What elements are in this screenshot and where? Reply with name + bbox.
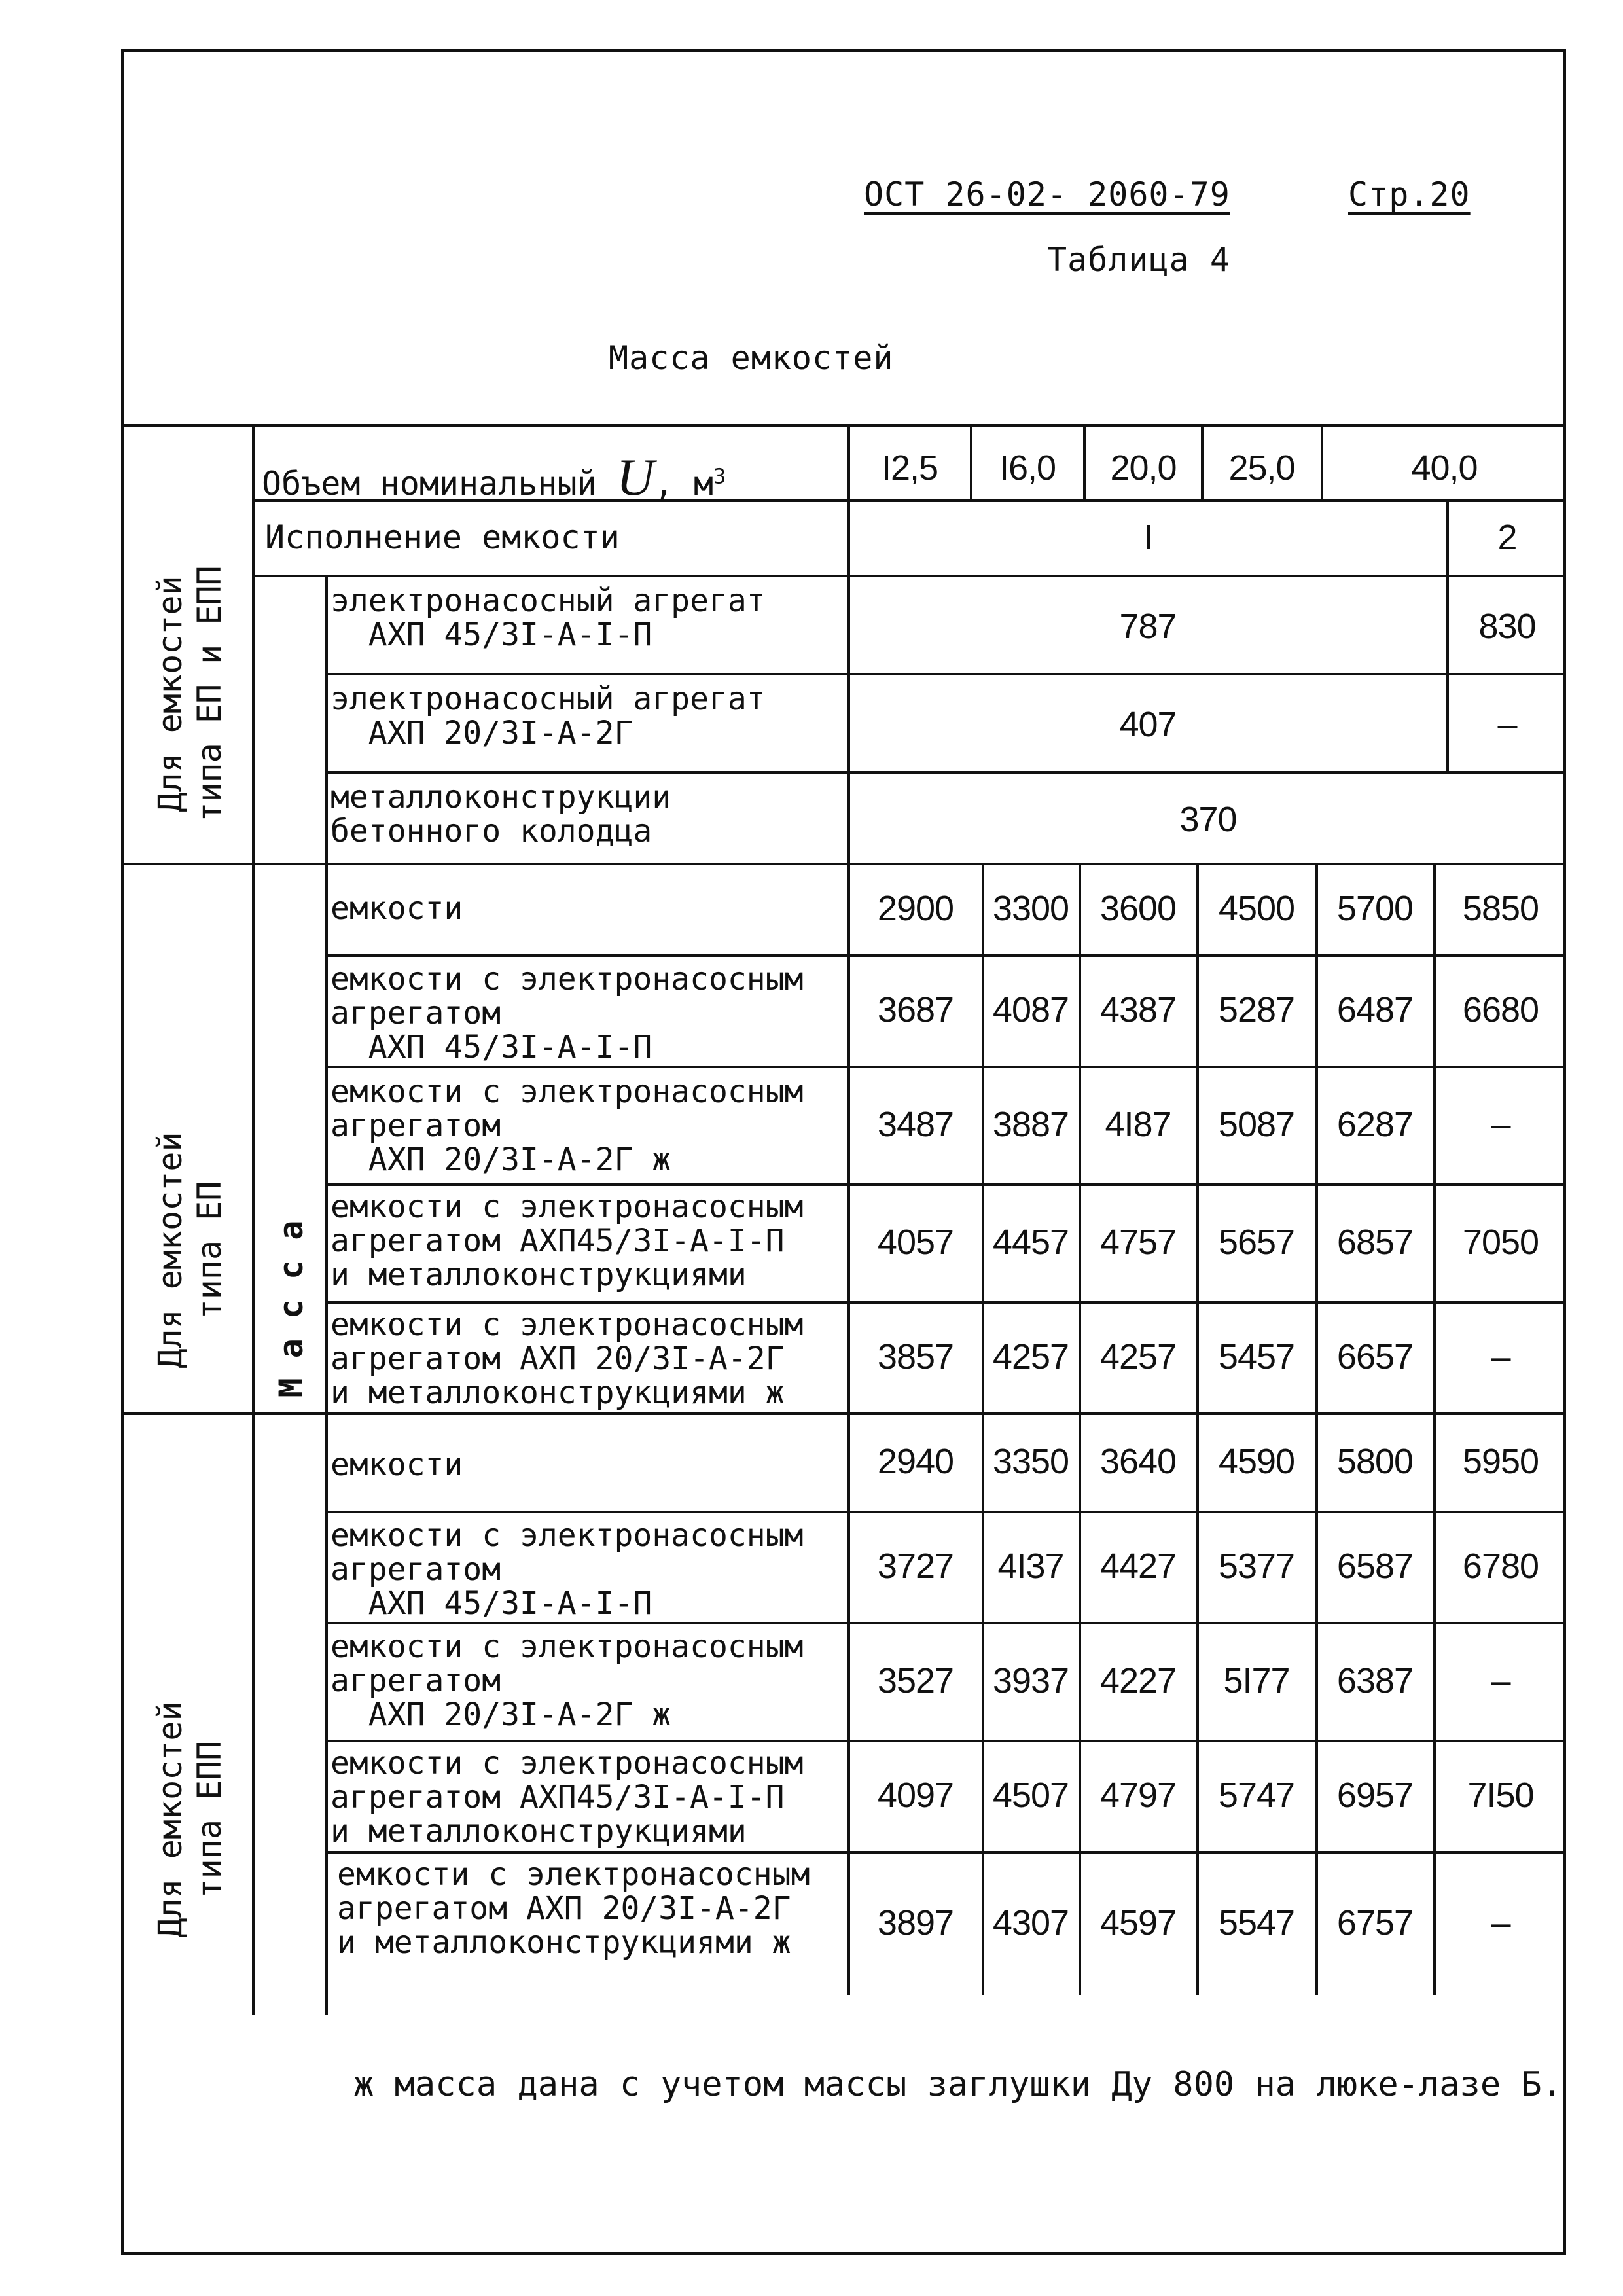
- mass-value-cell: 3887: [992, 1105, 1069, 1144]
- mass-value-cell: –: [1491, 1337, 1510, 1376]
- side-label-epp: Для емкостей типа ЕПП: [151, 1701, 228, 1938]
- row-line-epp-1: [325, 1511, 1566, 1513]
- mass-value-cell: 4I87: [1105, 1105, 1171, 1144]
- volume-unit-sup: 3: [713, 463, 726, 489]
- mass-value-cell: 4257: [992, 1337, 1069, 1376]
- mass-value-cell: 4I37: [997, 1547, 1064, 1586]
- mass-value-cell: 5377: [1218, 1547, 1295, 1586]
- row-line-ep-1: [325, 954, 1566, 957]
- mass-value-cell: 4590: [1218, 1442, 1295, 1481]
- mass-value-cell: 5657: [1218, 1223, 1295, 1262]
- mass-value-cell: 2940: [877, 1442, 954, 1481]
- mass-value-cell: 6857: [1336, 1223, 1414, 1262]
- mass-value-cell: 3300: [992, 889, 1069, 928]
- mass-value-cell: 5087: [1218, 1105, 1295, 1144]
- mass-value-cell: 3640: [1099, 1442, 1177, 1481]
- mass-value-cell: 3350: [992, 1442, 1069, 1481]
- equipment-value: 787: [1119, 607, 1177, 646]
- mass-value-cell: 4427: [1099, 1547, 1177, 1586]
- page-title: Масса емкостей: [609, 339, 894, 377]
- mass-value-cell: 5I77: [1223, 1661, 1290, 1700]
- mass-value-cell: 6757: [1336, 1903, 1414, 1943]
- volume-value: I2,5: [881, 448, 938, 488]
- mass-value-cell: 4507: [992, 1776, 1069, 1815]
- row-line-2: [252, 575, 1566, 577]
- mass-value-cell: –: [1491, 1105, 1510, 1144]
- row-line-ep-4: [325, 1301, 1566, 1304]
- mass-value-cell: 4500: [1218, 889, 1295, 928]
- row-label: емкости с электронасосным агрегатом АХП 45/3I-A-I-П: [330, 961, 804, 1066]
- mass-value-cell: 5547: [1218, 1903, 1295, 1943]
- page-number: Стр.20: [1348, 175, 1471, 213]
- row-label: емкости с электронасосным агрегатом АХП 20/3I-A-2Г и металлоконструкциями ж: [337, 1856, 810, 1961]
- equipment-value: –: [1497, 705, 1517, 744]
- volume-label: [262, 449, 726, 507]
- volume-value: I6,0: [999, 448, 1056, 488]
- equipment-label: металлоконструкции бетонного колодца: [330, 779, 671, 850]
- mass-value-cell: 4227: [1099, 1661, 1177, 1700]
- mass-value-cell: 3487: [877, 1105, 954, 1144]
- volume-value: 40,0: [1411, 448, 1478, 488]
- group-line-2: [121, 1412, 1566, 1415]
- mass-value-cell: 4597: [1099, 1903, 1177, 1943]
- mass-value-cell: 4457: [992, 1223, 1069, 1262]
- mass-value-cell: 7I50: [1467, 1776, 1534, 1815]
- volume-symbol: U: [616, 449, 654, 507]
- mass-value-cell: 6587: [1336, 1547, 1414, 1586]
- mass-value-cell: 4097: [877, 1776, 954, 1815]
- mass-value-cell: 6287: [1336, 1105, 1414, 1144]
- values-col-border: [847, 424, 850, 1995]
- grid-col-2: [1079, 863, 1081, 1995]
- volume-label-text: Объем номинальный: [262, 465, 597, 503]
- volume-value: 20,0: [1110, 448, 1177, 488]
- mass-value-cell: 4087: [992, 990, 1069, 1030]
- row-line-4: [325, 771, 1566, 774]
- execution-value: 2: [1497, 518, 1517, 557]
- row-label: емкости с электронасосным агрегатом АХП 20/3I-A-2Г ж: [330, 1628, 804, 1733]
- mass-value-cell: 3687: [877, 990, 954, 1030]
- mass-value-cell: 6387: [1336, 1661, 1414, 1700]
- side-label-ep: Для емкостей типа ЕП: [151, 1132, 228, 1369]
- mass-value-cell: 6680: [1462, 990, 1539, 1030]
- mass-value-cell: 6487: [1336, 990, 1414, 1030]
- mass-label: М а с с а: [272, 1220, 310, 1398]
- mass-value-cell: 5800: [1336, 1442, 1414, 1481]
- row-line-ep-3: [325, 1183, 1566, 1186]
- mass-value-cell: 6957: [1336, 1776, 1414, 1815]
- mass-value-cell: 6657: [1336, 1337, 1414, 1376]
- row-label: емкости с электронасосным агрегатом АХП 20/3I-A-2Г и металлоконструкциями ж: [330, 1306, 804, 1411]
- side-label-ep-epp: Для емкостей типа ЕП и ЕПП: [151, 565, 228, 822]
- execution-value: I: [1143, 518, 1152, 557]
- mass-value-cell: 5950: [1462, 1442, 1539, 1481]
- document-number: ОСТ 26-02- 2060-79: [864, 175, 1230, 213]
- mass-value-cell: 2900: [877, 889, 954, 928]
- row-line-epp-4: [325, 1851, 1566, 1854]
- vol-sep-2: [1083, 424, 1086, 499]
- row-line-3: [325, 673, 1566, 675]
- equipment-label: электронасосный агрегат АХП 45/3I-A-I-П: [330, 583, 766, 653]
- mass-value-cell: 3897: [877, 1903, 954, 1943]
- table-label: Таблица 4: [1047, 241, 1230, 279]
- group-line-1: [121, 863, 1566, 865]
- row-line-epp-3: [325, 1740, 1566, 1742]
- row-line-ep-2: [325, 1066, 1566, 1068]
- equipment-value: 407: [1119, 705, 1177, 744]
- equipment-value: 370: [1179, 800, 1237, 839]
- side-col-border: [252, 424, 255, 2015]
- mass-value-cell: 5850: [1462, 889, 1539, 928]
- mass-value-cell: 7050: [1462, 1223, 1539, 1262]
- mass-value-cell: 4307: [992, 1903, 1069, 1943]
- mass-value-cell: 5700: [1336, 889, 1414, 928]
- mass-value-cell: 5457: [1218, 1337, 1295, 1376]
- mass-value-cell: 4387: [1099, 990, 1177, 1030]
- execution-label: Исполнение емкости: [265, 518, 620, 556]
- grid-col-1: [982, 863, 984, 1995]
- grid-col-3: [1196, 863, 1199, 1995]
- row-label: емкости: [330, 1446, 463, 1483]
- mass-col-border: [325, 575, 328, 2015]
- mass-value-cell: 3857: [877, 1337, 954, 1376]
- mass-value-cell: 3937: [992, 1661, 1069, 1700]
- mass-value-cell: 4757: [1099, 1223, 1177, 1262]
- mass-value-cell: 5287: [1218, 990, 1295, 1030]
- row-line-epp-2: [325, 1622, 1566, 1624]
- mass-value-cell: 5747: [1218, 1776, 1295, 1815]
- row-label: емкости с электронасосным агрегатом АХП45/3I-A-I-П и металлоконструкциями: [330, 1189, 804, 1293]
- volume-unit: , м: [654, 465, 713, 503]
- mass-value-cell: 3727: [877, 1547, 954, 1586]
- mass-value-cell: 4797: [1099, 1776, 1177, 1815]
- equipment-value: 830: [1478, 607, 1536, 646]
- grid-col-5: [1433, 863, 1436, 1995]
- row-label: емкости с электронасосным агрегатом АХП 45/3I-A-I-П: [330, 1517, 804, 1622]
- row-label: емкости: [330, 890, 463, 927]
- mass-value-cell: 3600: [1099, 889, 1177, 928]
- row-label: емкости с электронасосным агрегатом АХП45/3I-A-I-П и металлоконструкциями: [330, 1745, 804, 1850]
- mass-value-cell: 4057: [877, 1223, 954, 1262]
- mass-value-cell: 3527: [877, 1661, 954, 1700]
- mass-value-cell: 6780: [1462, 1547, 1539, 1586]
- table-top-border: [121, 424, 1566, 427]
- mass-value-cell: 4257: [1099, 1337, 1177, 1376]
- volume-value: 25,0: [1228, 448, 1295, 488]
- grid-col-4: [1315, 863, 1318, 1995]
- vol-sep-3: [1201, 424, 1204, 499]
- mass-value-cell: –: [1491, 1903, 1510, 1943]
- row-label: емкости с электронасосным агрегатом АХП 20/3I-A-2Г ж: [330, 1073, 804, 1178]
- mass-value-cell: –: [1491, 1661, 1510, 1700]
- equipment-label: электронасосный агрегат АХП 20/3I-A-2Г: [330, 681, 766, 751]
- footnote: ж масса дана с учетом массы заглушки Ду 800 на люке-лазе Б.: [353, 2065, 1563, 2104]
